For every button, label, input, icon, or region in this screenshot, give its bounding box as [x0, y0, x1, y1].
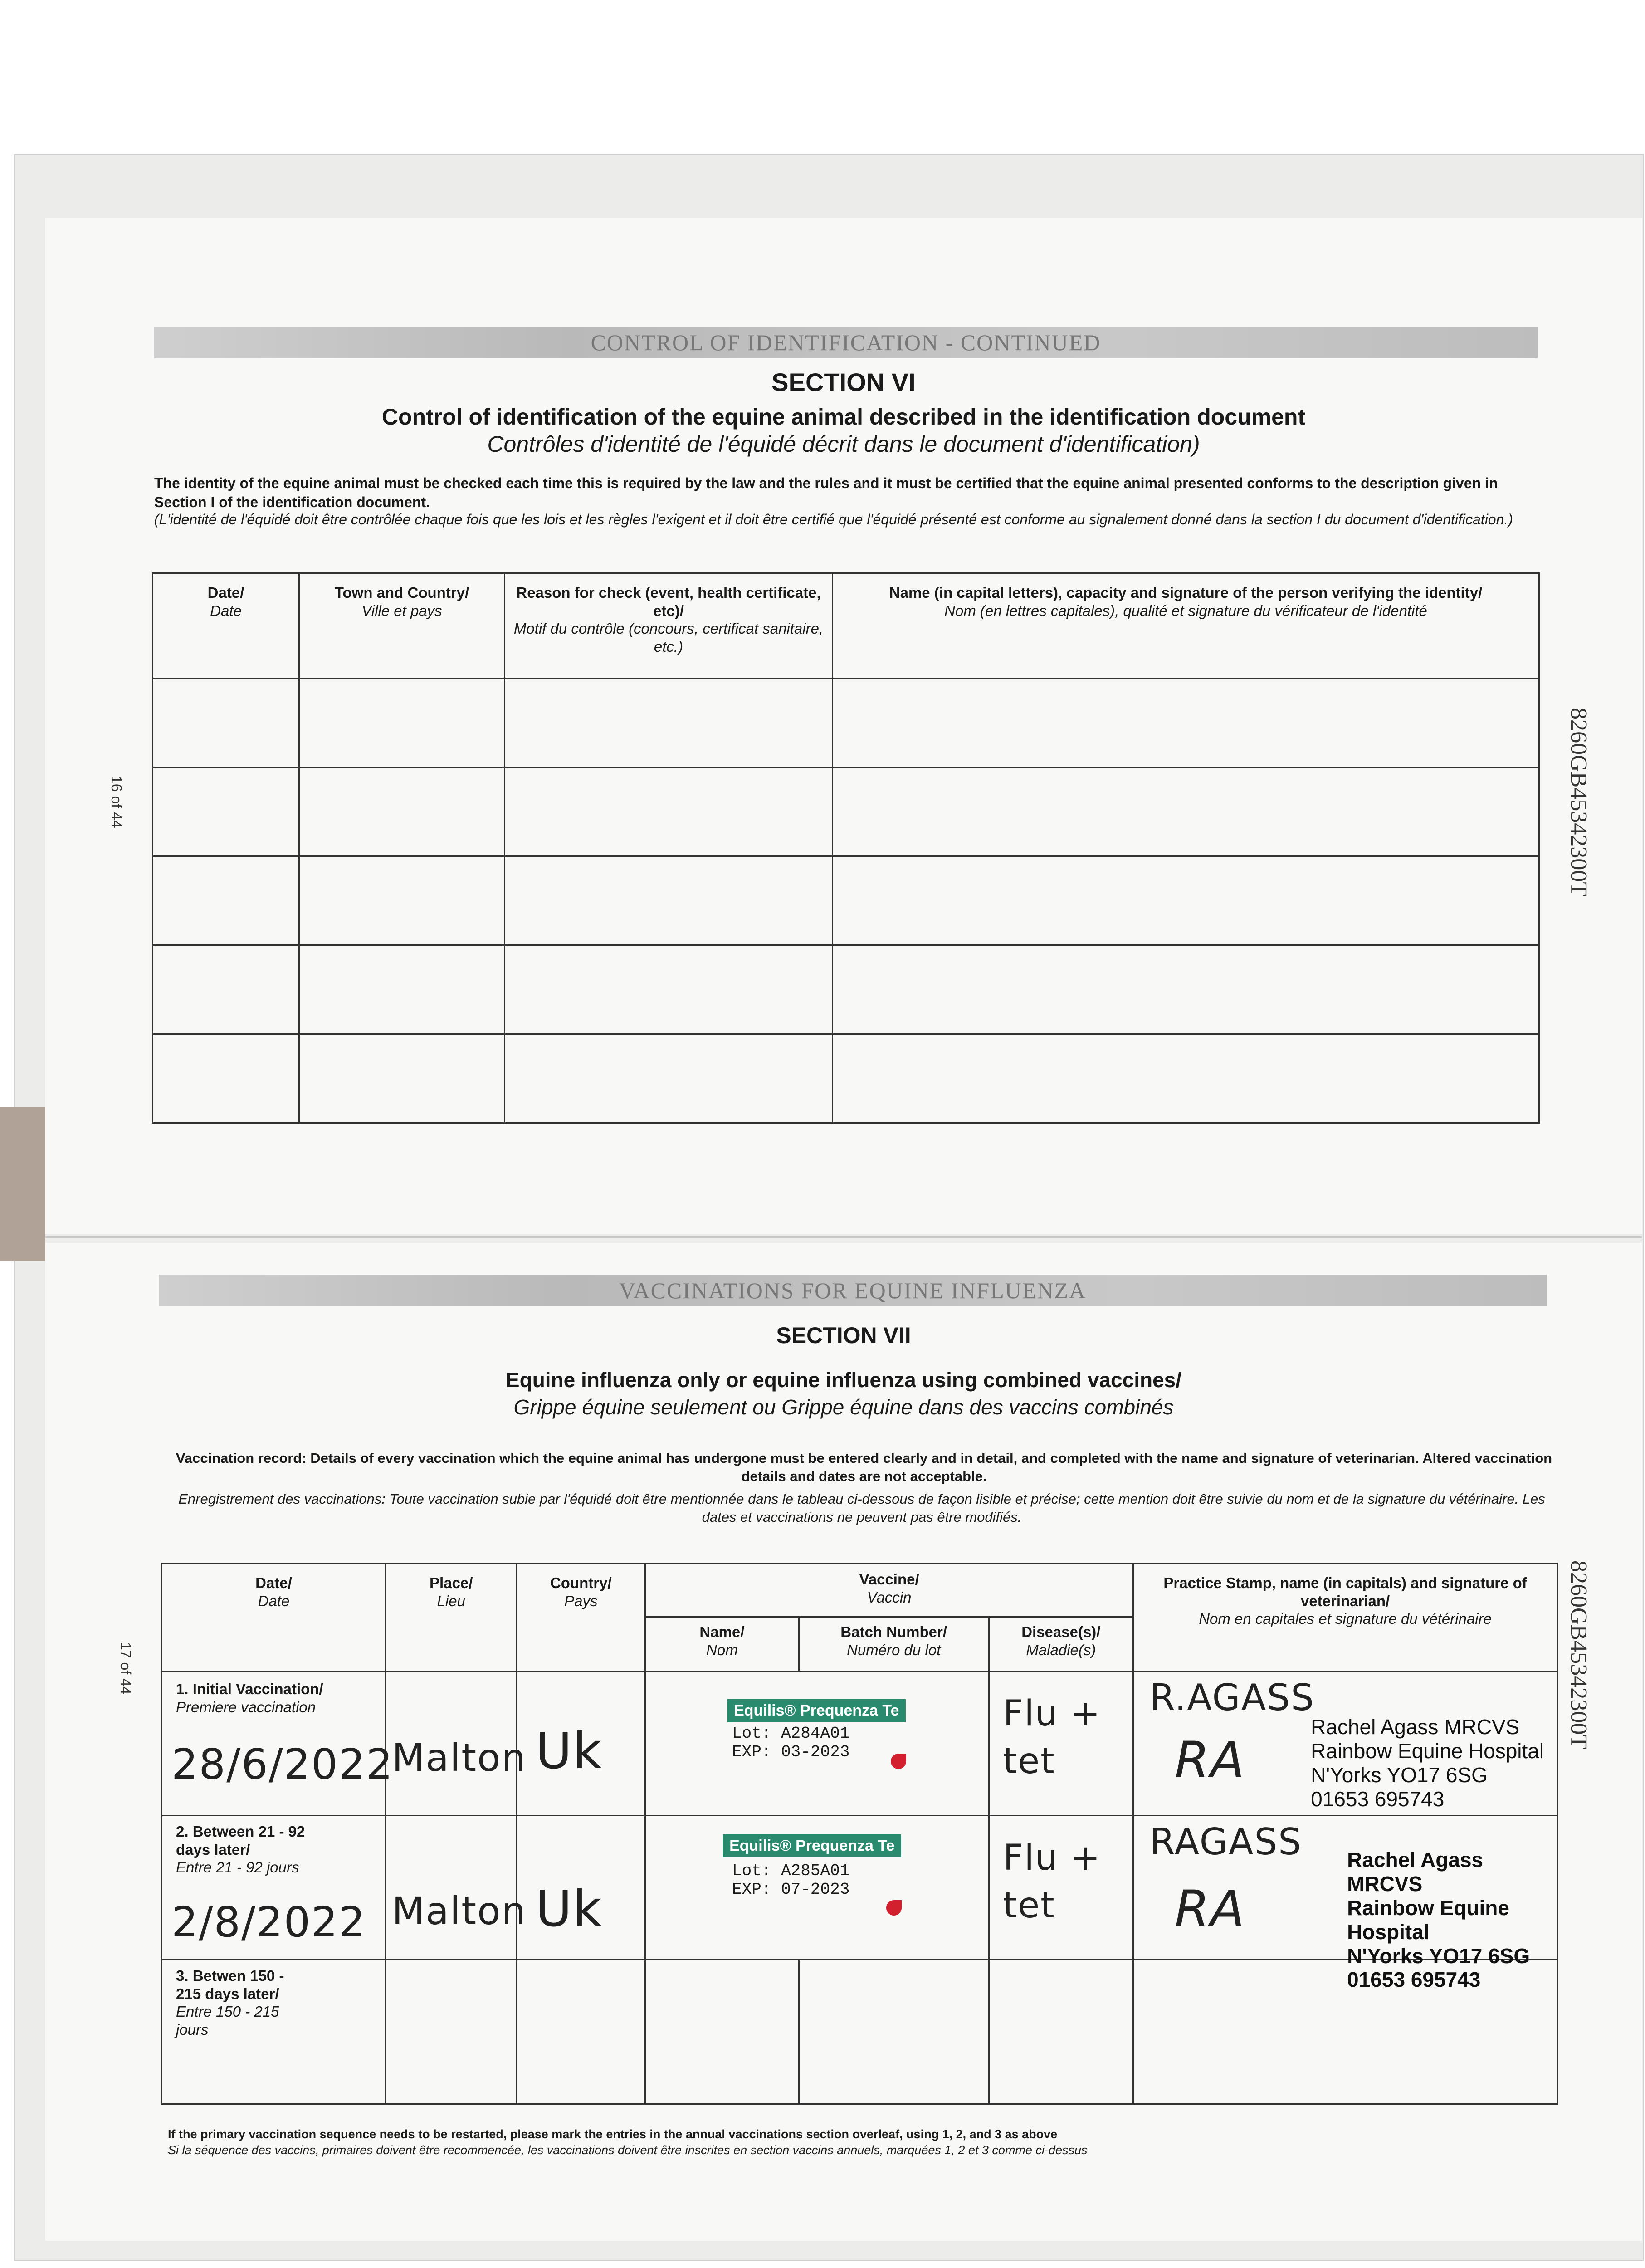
red-mark-icon: [886, 1900, 902, 1916]
vet-name: RAGASS: [1150, 1821, 1303, 1863]
disease: Flu + tet: [1003, 1693, 1101, 1782]
heading-fr: Contrôles d'identité de l'équidé décrit dans le document d'identification): [487, 431, 1200, 457]
practice-stamp: Rachel Agass MRCVS Rainbow Equine Hospital N'Yorks YO17 6SG 01653 695743: [1347, 1848, 1530, 1992]
vet-signature: RA: [1175, 1880, 1245, 1938]
heading-en: Control of identification of the equine animal described in the identification document: [381, 404, 1306, 430]
identity-check-table: [152, 572, 1540, 1124]
vaccination-country: Uk: [535, 1880, 603, 1938]
col-batch: Batch Number/ Numéro du lot: [799, 1617, 989, 1672]
page-17: [45, 1243, 1642, 2241]
practice-stamp: Rachel Agass MRCVS Rainbow Equine Hospital N'Yorks YO17 6SG 01653 695743: [1311, 1715, 1544, 1811]
footnote-en: If the primary vaccination sequence needs to be restarted, please mark the entries in the annual vaccinations section overleaf, using 1, 2, and 3 as above: [168, 2127, 1058, 2141]
vaccine-label: Equilis® Prequenza Te: [723, 1834, 901, 1857]
table-row: [153, 679, 1539, 767]
col-date: Date/ Date: [162, 1564, 386, 1672]
page-16: [45, 218, 1642, 1234]
col-disease: Disease(s)/ Maladie(s): [989, 1617, 1133, 1672]
vaccination-country: Uk: [535, 1722, 603, 1780]
table-row: 1. Initial Vaccination/ Premiere vaccination 28/6/2022 Malton Uk Equilis® Prequenza Te Lot: A284A01 EXP: 03-2023 Flu + tet R.AGASS RA Rachel Agass MRCVS Rainbow Equine Hospital N'Yorks YO17 6SG 01653 695743: [162, 1672, 1557, 1816]
intro-en: Vaccination record: Details of every vaccination which the equine animal has undergone must be entered clearly and in detail, and completed with the name and signature of veterinarian. Altered vaccination details and dates are not acceptable.: [176, 1450, 1552, 1485]
intro-fr: (L'identité de l'équidé doit être contrôlée chaque fois que les lois et les règles l'exigent et il doit être certifié que l'équidé présenté est conforme au signalement donné dans la section I du document d'identification.): [154, 511, 1513, 528]
page-number: 17 of 44: [117, 1642, 134, 1695]
batch-exp: EXP: 03-2023: [732, 1743, 850, 1762]
heading-en: Equine influenza only or equine influenza using combined vaccines/: [505, 1368, 1182, 1392]
batch-lot: Lot: A284A01: [732, 1724, 850, 1743]
table-row: [153, 945, 1539, 1034]
col-vaccine-name: Name/ Nom: [645, 1617, 799, 1672]
left-edge-shadow: [0, 1107, 45, 1261]
table-row: [153, 856, 1539, 945]
vaccination-place: Malton: [391, 1889, 527, 1933]
vaccine-label: Equilis® Prequenza Te: [727, 1699, 906, 1722]
batch-exp: EXP: 07-2023: [732, 1880, 850, 1899]
col-date: Date/ Date: [153, 573, 299, 679]
table-row: [153, 1034, 1539, 1123]
intro-fr: Enregistrement des vaccinations: Toute vaccination subie par l'équidé doit être mentionnée dans le tableau ci-dessous de façon lisible et précise; cette mention doit être suivie du nom et de la signature du vétérinaire. Les dates et vaccinations ne peuvent pas être modifiés.: [178, 1491, 1545, 1525]
batch-lot: Lot: A285A01: [732, 1862, 850, 1880]
col-vet: Practice Stamp, name (in capitals) and signature of veterinarian/ Nom en capitales et signature du vétérinaire: [1133, 1564, 1557, 1672]
disease: Flu + tet: [1003, 1838, 1101, 1926]
red-mark-icon: [891, 1754, 906, 1769]
col-verifier: Name (in capital letters), capacity and signature of the person verifying the identity/ Nom (en lettres capitales), qualité et signature du vérificateur de l'identité: [833, 573, 1539, 679]
table-row: [153, 767, 1539, 856]
section-title: SECTION VII: [776, 1323, 911, 1348]
vet-signature: RA: [1175, 1731, 1245, 1789]
col-town: Town and Country/ Ville et pays: [299, 573, 505, 679]
footnote-fr: Si la séquence des vaccins, primaires doivent être recommencée, les vaccinations doivent être inscrites en section vaccins annuels, marquées 1, 2 et 3 comme ci-dessus: [168, 2143, 1088, 2157]
vaccination-place: Malton: [391, 1735, 527, 1780]
table-row: 2. Between 21 - 92 days later/ Entre 21 - 92 jours 2/8/2022 Malton Uk Equilis® Prequenza Te Lot: A285A01 EXP: 07-2023 Flu + tet RAGASS RA Rachel Agass MRCVS Rainbow Equine Hospital N'Yorks YO17 6SG 01653 695743: [162, 1816, 1557, 1960]
section-title: SECTION VI: [771, 368, 916, 396]
col-vaccine: Vaccine/ Vaccin: [645, 1564, 1133, 1617]
page-number: 16 of 44: [108, 776, 125, 828]
col-place: Place/ Lieu: [386, 1564, 517, 1672]
document-id: 8260GB45342300T: [1566, 1560, 1591, 1749]
vaccination-date: 28/6/2022: [171, 1740, 394, 1789]
vet-name: R.AGASS: [1150, 1677, 1315, 1719]
col-country: Country/ Pays: [517, 1564, 645, 1672]
vaccination-table: [161, 1563, 1558, 2105]
table-row: 3. Betwen 150 - 215 days later/ Entre 150 - 215 jours: [162, 1960, 1557, 2104]
section-banner: VACCINATIONS FOR EQUINE INFLUENZA: [159, 1275, 1547, 1306]
heading-fr: Grippe équine seulement ou Grippe équine dans des vaccins combinés: [513, 1395, 1174, 1419]
col-reason: Reason for check (event, health certificate, etc)/ Motif du contrôle (concours, certificat sanitaire, etc.): [505, 573, 833, 679]
section-banner: CONTROL OF IDENTIFICATION - CONTINUED: [154, 327, 1538, 358]
intro-en: The identity of the equine animal must be checked each time this is required by the law and the rules and it must be certified that the equine animal presented conforms to the description given in Section I of the identification document.: [154, 475, 1498, 510]
document-id: 8260GB45342300T: [1566, 708, 1591, 896]
page-fold: [45, 1236, 1642, 1238]
vaccination-date: 2/8/2022: [171, 1898, 366, 1946]
